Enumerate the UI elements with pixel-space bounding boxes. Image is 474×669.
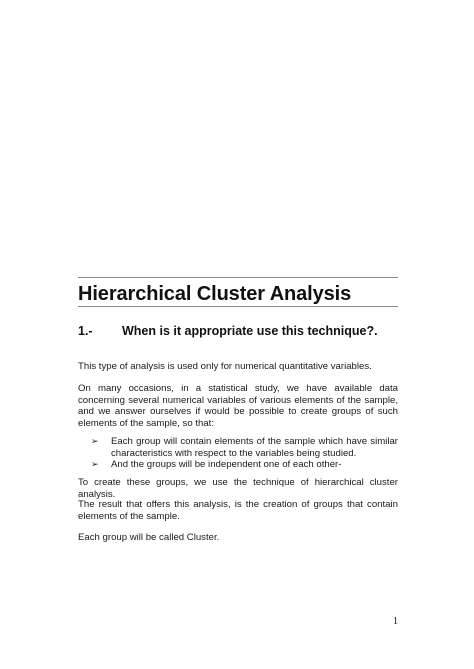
paragraph-intro: This type of analysis is used only for numerical quantitative variables. <box>78 361 372 372</box>
title-top-rule <box>78 277 398 278</box>
arrow-bullet-icon: ➢ <box>91 436 99 446</box>
page-number: 1 <box>393 616 398 627</box>
title-bottom-rule <box>78 306 398 307</box>
section-number: 1.- <box>78 324 93 338</box>
document-title: Hierarchical Cluster Analysis <box>78 283 352 305</box>
section-heading-text: When is it appropriate use this technique?. <box>122 324 378 338</box>
bullet-list <box>91 436 398 471</box>
paragraph-result: The result that offers this analysis, is the creation of groups that contain elements of the sample. <box>78 499 398 522</box>
list-item <box>91 436 398 459</box>
bullet-text: Each group will contain elements of the sample which have similar characteristics with respect to the variables being studied. <box>111 436 398 459</box>
paragraph-occasions: On many occasions, in a statistical study, we have available data concerning several numerical variables of various elements of the sample, and we answer ourselves if would be possible to create groups of such elements of the sample, so that: <box>78 383 398 429</box>
paragraph-create-groups: To create these groups, we use the technique of hierarchical cluster analysis. <box>78 477 398 500</box>
bullet-text: And the groups will be independent one of each other- <box>111 459 342 470</box>
title-block <box>78 277 398 307</box>
paragraph-cluster: Each group will be called Cluster. <box>78 532 220 543</box>
list-item <box>91 459 398 471</box>
section-heading <box>78 324 378 339</box>
arrow-bullet-icon: ➢ <box>91 459 99 469</box>
